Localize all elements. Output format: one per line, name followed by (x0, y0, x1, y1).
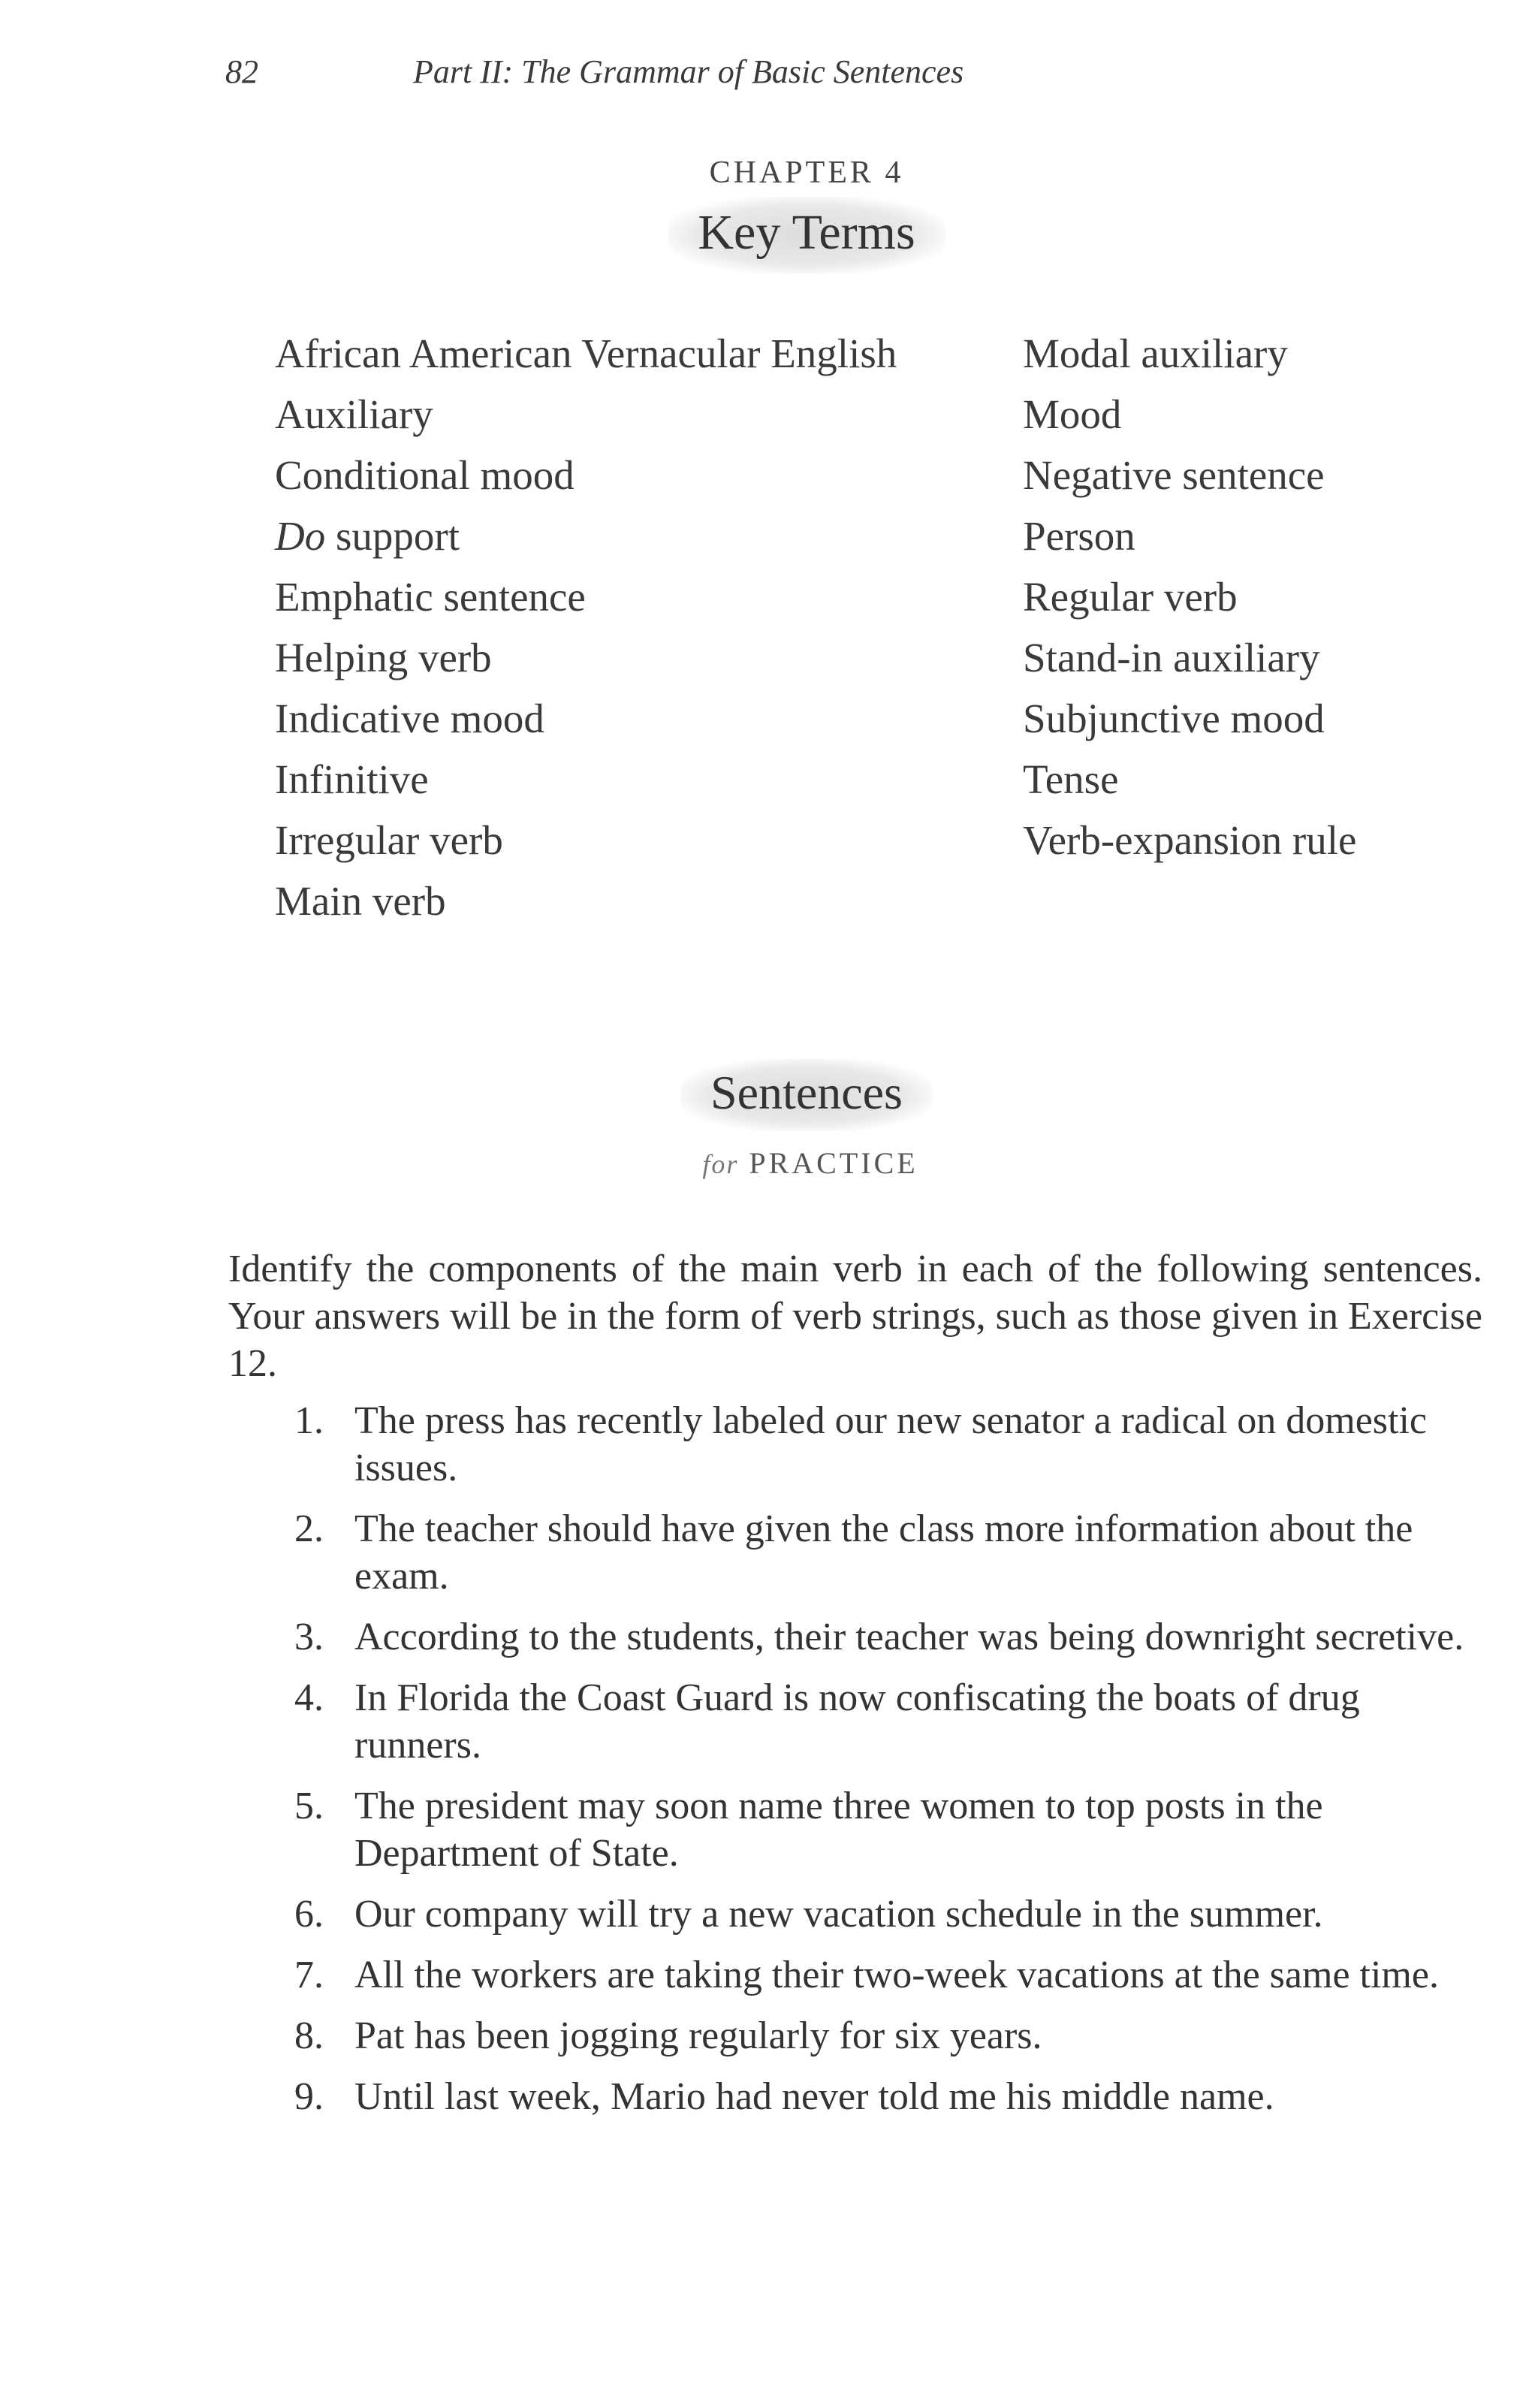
chapter-label: CHAPTER 4 (709, 155, 904, 190)
practice-heading (0, 1059, 1538, 1131)
key-terms-left-column (275, 323, 1023, 931)
key-term: Regular verb (1023, 574, 1238, 620)
practice-title: Sentences (680, 1059, 933, 1131)
exercise-number: 6. (294, 1893, 324, 1936)
exercise-sentence: The president may soon name three women to top posts in the Department of State. (354, 1785, 1323, 1875)
exercise-number: 1. (294, 1399, 324, 1442)
exercise-item (294, 1505, 1488, 1600)
exercise-item (294, 2012, 1488, 2059)
exercise-sentence: Our company will try a new vacation schedule in the summer. (354, 1893, 1323, 1936)
key-term: Tense (1023, 756, 1119, 802)
key-term: Auxiliary (275, 391, 433, 437)
exercise-number: 2. (294, 1507, 324, 1550)
exercise-number: 3. (294, 1616, 324, 1658)
exercise-sentence: The teacher should have given the class more information about the exam. (354, 1507, 1413, 1598)
key-term: African American Vernacular English (275, 330, 897, 376)
exercise-item (294, 1397, 1488, 1492)
exercise-sentence: All the workers are taking their two-week vacations at the same time. (354, 1954, 1439, 1996)
chapter-heading (0, 197, 1538, 273)
key-terms-right-column (1023, 323, 1473, 931)
key-term-italic-part: Do (275, 513, 326, 559)
running-title: Part II: The Grammar of Basic Sentences (413, 53, 964, 90)
exercise-sentence: Until last week, Mario had never told me his middle name. (354, 2075, 1274, 2118)
key-term (275, 505, 1023, 566)
key-term: Emphatic sentence (275, 574, 586, 620)
exercise-item (294, 2073, 1488, 2120)
practice-subtitle (0, 1145, 1538, 1181)
chapter-title: Key Terms (668, 197, 945, 273)
key-term: Verb-expansion rule (1023, 817, 1357, 863)
key-term: Stand-in auxiliary (1023, 635, 1320, 680)
key-term: Main verb (275, 878, 446, 924)
exercise-item (294, 1890, 1488, 1938)
page-number: 82 (225, 53, 258, 90)
exercise-sentence: According to the students, their teacher was being downright secretive. (354, 1616, 1464, 1658)
key-term: Infinitive (275, 756, 429, 802)
practice-word: PRACTICE (749, 1146, 918, 1180)
exercise-number: 7. (294, 1954, 324, 1996)
key-term: Helping verb (275, 635, 492, 680)
exercise-number: 8. (294, 2014, 324, 2057)
exercise-number: 4. (294, 1676, 324, 1719)
practice-for-word: for (702, 1149, 739, 1179)
exercise-sentence: In Florida the Coast Guard is now confiscating the boats of drug runners. (354, 1676, 1360, 1767)
exercise-item (294, 1782, 1488, 1877)
exercise-instructions: Identify the components of the main verb in each of the following sentences. Your answers will be in the form of verb strings, such as those given in Exercise 12. (228, 1248, 1482, 1385)
running-header (225, 53, 964, 91)
key-term: Subjunctive mood (1023, 696, 1325, 741)
key-term-suffix: support (325, 513, 460, 559)
exercise-item (294, 1674, 1488, 1769)
key-term: Person (1023, 513, 1135, 559)
key-term: Irregular verb (275, 817, 503, 863)
exercise-sentence: The press has recently labeled our new senator a radical on domestic issues. (354, 1399, 1427, 1489)
exercise-sentence: Pat has been jogging regularly for six years. (354, 2014, 1042, 2057)
key-term: Mood (1023, 391, 1122, 437)
key-term: Indicative mood (275, 696, 544, 741)
key-term: Negative sentence (1023, 452, 1325, 498)
exercise-item (294, 1951, 1488, 1999)
key-term: Conditional mood (275, 452, 574, 498)
exercise-item (294, 1613, 1488, 1661)
exercise-number: 9. (294, 2075, 324, 2118)
key-terms-list (275, 323, 1476, 931)
exercise-list (294, 1397, 1488, 2134)
key-term: Modal auxiliary (1023, 330, 1288, 376)
exercise-number: 5. (294, 1785, 324, 1827)
